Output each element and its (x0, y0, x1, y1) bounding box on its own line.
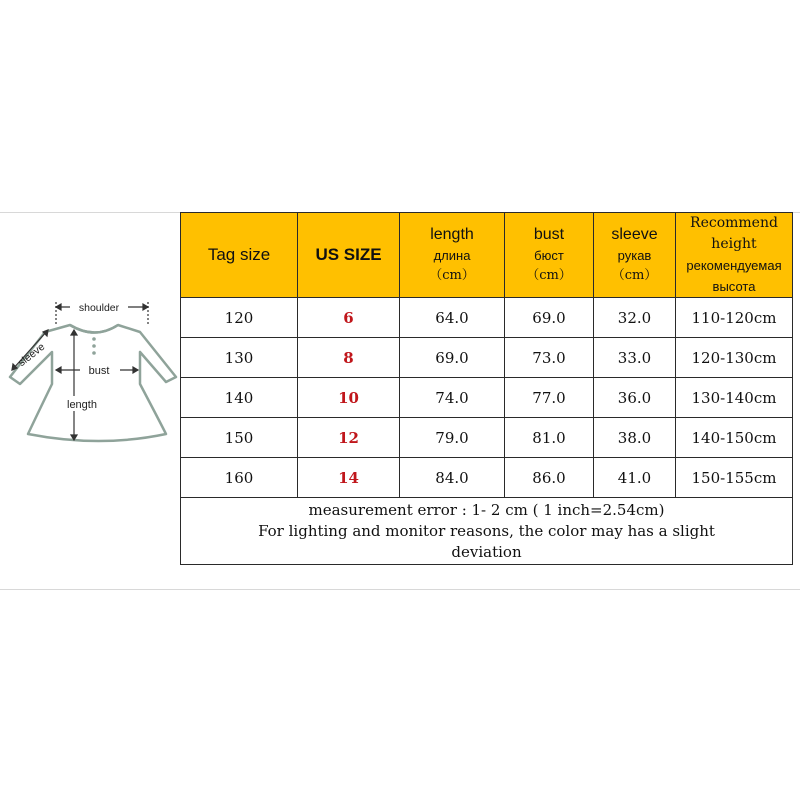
height-cell: 130-140cm (676, 378, 793, 418)
us-size-cell: 12 (298, 418, 400, 458)
table-row (181, 378, 793, 418)
sleeve-cell: 38.0 (594, 418, 676, 458)
header-length: length длина （cm） (400, 213, 505, 298)
us-size-cell: 14 (298, 458, 400, 498)
tag-size-cell: 160 (181, 458, 298, 498)
bust-cell: 81.0 (505, 418, 594, 458)
dress-diagram (0, 212, 180, 588)
shoulder-label: shoulder (78, 302, 120, 314)
header-us-size: US SIZE (298, 213, 400, 298)
length-cell: 74.0 (400, 378, 505, 418)
note-line-1: measurement error : 1- 2 cm ( 1 inch=2.54cm) (308, 500, 665, 519)
height-cell: 110-120cm (676, 298, 793, 338)
us-size-cell: 8 (298, 338, 400, 378)
height-cell: 140-150cm (676, 418, 793, 458)
tag-size-cell: 150 (181, 418, 298, 458)
header-sleeve: sleeve рукав （cm） (594, 213, 676, 298)
note-row (181, 498, 793, 565)
tag-size-cell: 120 (181, 298, 298, 338)
table-row (181, 458, 793, 498)
length-cell: 64.0 (400, 298, 505, 338)
bust-cell: 77.0 (505, 378, 594, 418)
table-row (181, 418, 793, 458)
note-line-3: deviation (451, 542, 522, 561)
length-label: length (67, 399, 97, 411)
height-cell: 150-155cm (676, 458, 793, 498)
bust-cell: 69.0 (505, 298, 594, 338)
length-cell: 84.0 (400, 458, 505, 498)
tag-size-cell: 130 (181, 338, 298, 378)
length-cell: 79.0 (400, 418, 505, 458)
tag-size-cell: 140 (181, 378, 298, 418)
bust-label: bust (88, 365, 110, 377)
us-size-cell: 6 (298, 298, 400, 338)
size-table (180, 212, 793, 565)
us-size-cell: 10 (298, 378, 400, 418)
table-row (181, 298, 793, 338)
header-recommend-height: Recommend height рекомендуемая высота (676, 213, 793, 298)
header-bust: bust бюст （cm） (505, 213, 594, 298)
note-line-2: For lighting and monitor reasons, the color may has a slight (258, 521, 715, 540)
header-tag-size: Tag size (181, 213, 298, 298)
height-cell: 120-130cm (676, 338, 793, 378)
length-cell: 69.0 (400, 338, 505, 378)
sleeve-cell: 32.0 (594, 298, 676, 338)
sleeve-cell: 33.0 (594, 338, 676, 378)
dress-outline (10, 325, 176, 441)
sleeve-label: sleeve (15, 340, 48, 370)
sleeve-cell: 41.0 (594, 458, 676, 498)
bust-cell: 86.0 (505, 458, 594, 498)
header-row (181, 213, 793, 298)
table-row (181, 338, 793, 378)
bust-cell: 73.0 (505, 338, 594, 378)
measurement-note (181, 498, 793, 565)
sleeve-cell: 36.0 (594, 378, 676, 418)
